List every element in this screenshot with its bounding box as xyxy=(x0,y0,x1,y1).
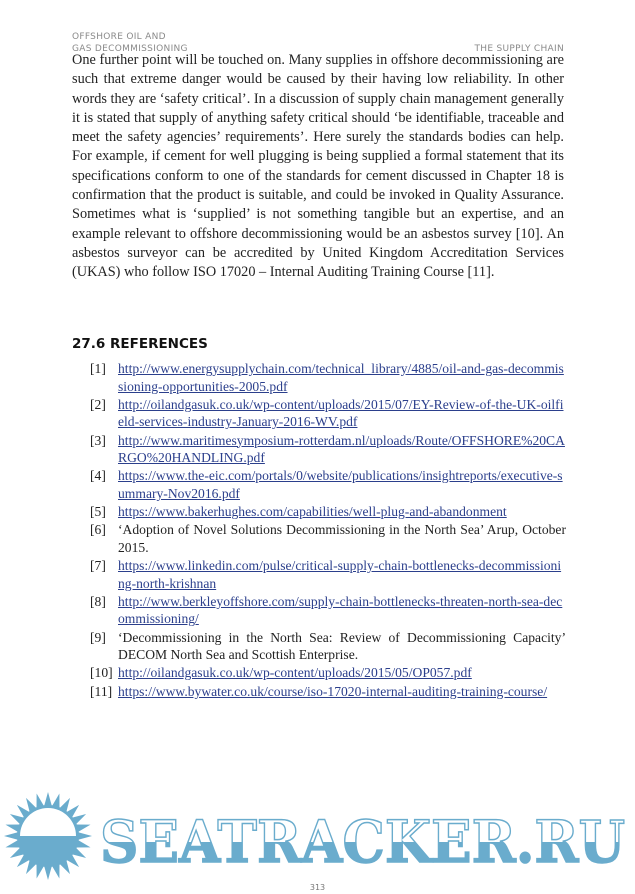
reference-number: [6] xyxy=(90,522,106,538)
reference-number: [8] xyxy=(90,593,106,609)
page-number: 313 xyxy=(309,883,326,892)
reference-item xyxy=(90,557,566,592)
reference-link[interactable]: https://www.the-eic.com/portals/0/website/publications/insightreports/executive-summary-Nov2016.pdf xyxy=(118,468,563,501)
reference-number: [5] xyxy=(90,504,106,520)
reference-link[interactable]: http://www.berkleyoffshore.com/supply-chain-bottlenecks-threaten-north-sea-decommissioning/ xyxy=(118,593,563,627)
reference-link[interactable]: http://www.maritimesymposium-rotterdam.nl/uploads/Route/OFFSHORE%20CARGO%20HANDLING.pdf xyxy=(118,432,565,466)
section-heading-references: 27.6 REFERENCES xyxy=(72,336,208,352)
reference-link[interactable]: http://oilandgasuk.co.uk/wp-content/uploads/2015/05/OP057.pdf xyxy=(118,665,472,681)
reference-link[interactable]: https://www.bywater.co.uk/course/iso-17020-internal-auditing-training-course/ xyxy=(118,683,548,699)
reference-list xyxy=(90,360,566,701)
reference-item xyxy=(90,629,566,664)
reference-item xyxy=(90,593,566,628)
reference-link[interactable]: https://www.bakerhughes.com/capabilities/well-plug-and-abandonment xyxy=(118,504,507,520)
book-title-line1: OFFSHORE OIL AND xyxy=(72,32,166,42)
reference-item xyxy=(90,664,566,682)
reference-number: [7] xyxy=(90,558,106,574)
reference-item xyxy=(90,432,566,467)
reference-item xyxy=(90,503,566,521)
watermark-text: SEATRACKER.RU xyxy=(100,808,625,876)
reference-number: [10] xyxy=(90,665,113,681)
reference-link[interactable]: https://www.linkedin.com/pulse/critical-supply-chain-bottlenecks-decommissioning-north-krishnan xyxy=(118,558,562,591)
reference-item xyxy=(90,683,566,701)
seatracker-watermark xyxy=(0,792,635,880)
reference-number: [1] xyxy=(90,361,106,376)
reference-number: [3] xyxy=(90,432,106,448)
reference-number: [11] xyxy=(90,683,113,699)
reference-text: ‘Decommissioning in the North Sea: Review of Decommissioning Capacity’ DECOM North Sea and Scottish Enterprise. xyxy=(118,629,566,663)
reference-number: [9] xyxy=(90,629,106,645)
reference-item xyxy=(90,521,566,556)
reference-link[interactable]: http://www.energysupplychain.com/technical_library/4885/oil-and-gas-decommissioning-opportunities-2005.pdf xyxy=(118,361,564,394)
reference-item xyxy=(90,360,566,395)
reference-number: [4] xyxy=(90,468,106,484)
reference-link[interactable]: http://oilandgasuk.co.uk/wp-content/uploads/2015/07/EY-Review-of-the-UK-oilfield-services-industry-January-2016-WV.pdf xyxy=(118,396,564,430)
reference-item xyxy=(90,396,566,431)
reference-text: ‘Adoption of Novel Solutions Decommissioning in the North Sea’ Arup, October 2015. xyxy=(118,522,566,555)
reference-item xyxy=(90,467,566,502)
sun-icon xyxy=(4,792,92,880)
reference-number: [2] xyxy=(90,396,106,412)
body-paragraph: One further point will be touched on. Many supplies in offshore decommissioning are such that extreme danger would be caused by their having low reliability. In other words they are ‘safety critical’. In a discussion of supply chain management generally it is stated that supply of anything safety critical should ‘be identifiable, traceable and meet the safety agencies’ requirements’. Here surely the standards bodies can help. For example, if cement for well plugging is being supplied a formal statement that its specifications conform to one of the standards for cement discussed in Chapter 18 is confirmation that the product is suitable, and could be invoked in Quality Assurance. Sometimes what is ‘supplied’ is not something tangible but an expertise, and an example relevant to offshore decommissioning would be an asbestos survey [10]. An asbestos surveyor can be accredited by United Kingdom Accreditation Services (UKAS) who follow ISO 17020 – Internal Auditing Training Course [11]. xyxy=(72,52,564,281)
book-title-line2: GAS DECOMMISSIONING xyxy=(72,44,188,54)
running-header-chapter-title: THE SUPPLY CHAIN xyxy=(474,44,564,54)
